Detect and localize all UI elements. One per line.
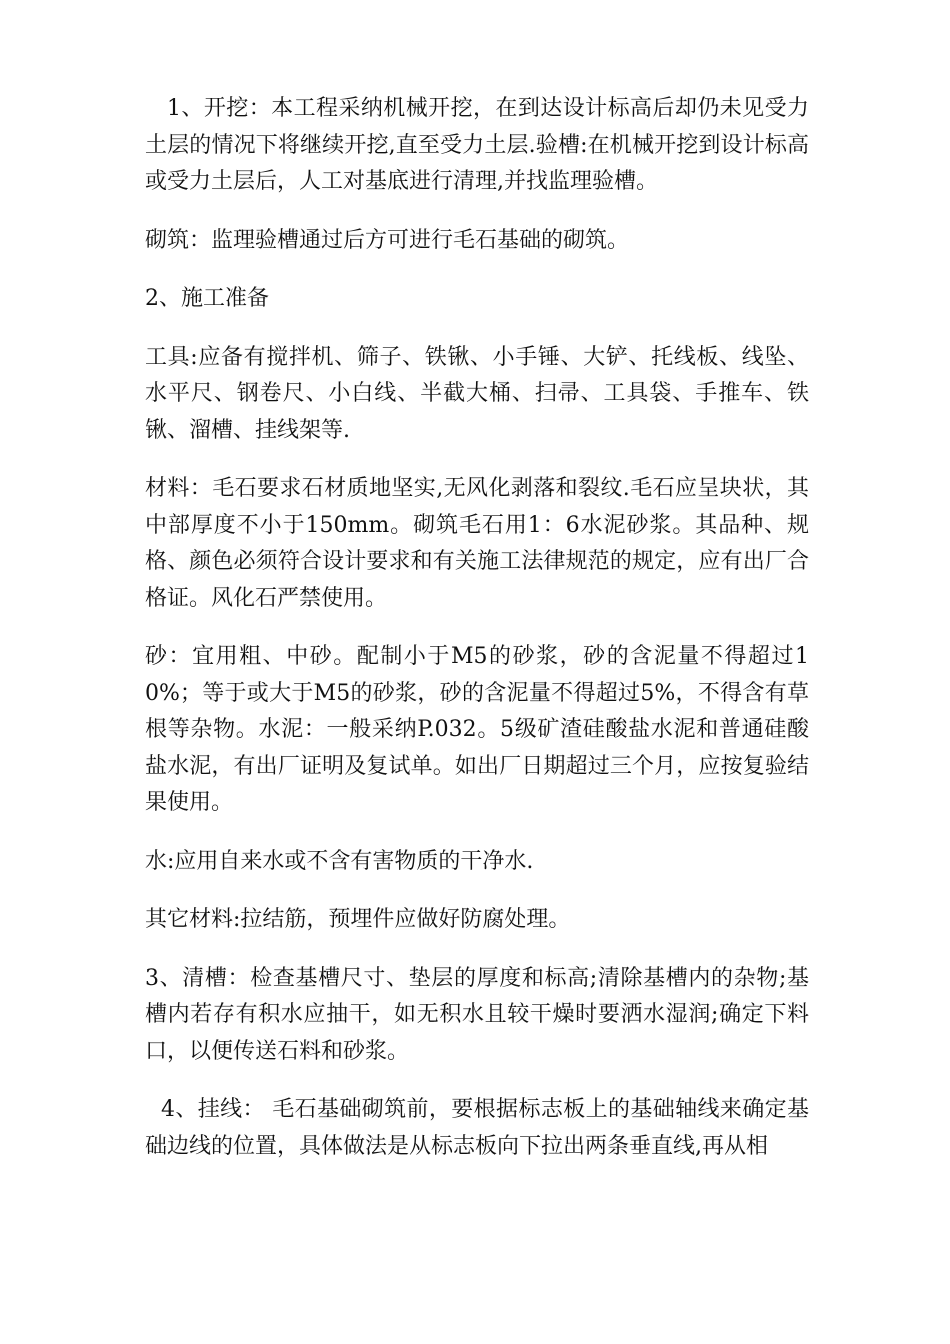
paragraph-trench-cleaning: 3、清槽：检查基槽尺寸、垫层的厚度和标高;清除基槽内的杂物;基槽内若存有积水应抽干，如无积水且较干燥时要洒水湿润;确定下料口，以便传送石料和砂浆。: [145, 965, 809, 1064]
paragraph-line-hanging: 4、挂线： 毛石基础砌筑前，要根据标志板上的基础轴线来确定基础边线的位置，具体做法是从标志板向下拉出两条垂直线,再从相: [145, 1097, 809, 1159]
paragraph-materials: 材料：毛石要求石材质地坚实,无风化剥落和裂纹.毛石应呈块状，其中部厚度不小于150mm。砌筑毛石用1：6水泥砂浆。其品种、规格、颜色必须符合设计要求和有关施工法律规范的规定，应有出厂合格证。风化石严禁使用。: [145, 476, 809, 611]
paragraph-sand-cement: 砂：宜用粗、中砂。配制小于M5的砂浆，砂的含泥量不得超过10%；等于或大于M5的砂浆，砂的含泥量不得超过5%，不得含有草根等杂物。水泥：一般采纳P.032。5级矿渣硅酸盐水泥和普通硅酸盐水泥，有出厂证明及复试单。如出厂日期超过三个月，应按复验结果使用。: [145, 644, 810, 815]
paragraph-water: 水:应用自来水或不含有害物质的干净水.: [145, 848, 534, 874]
document-body: [145, 91, 809, 1187]
section-heading-preparation: 2、施工准备: [145, 286, 269, 311]
paragraph-other-materials: 其它材料:拉结筋，预埋件应做好防腐处理。: [145, 907, 571, 932]
paragraph-masonry: 砌筑：监理验槽通过后方可进行毛石基础的砌筑。: [145, 227, 630, 253]
paragraph-tools: 工具:应备有搅拌机、筛子、铁锹、小手锤、大铲、托线板、线坠、水平尺、钢卷尺、小白线、半截大桶、扫帚、工具袋、手推车、铁锹、溜槽、挂线架等.: [145, 344, 809, 443]
paragraph-excavation: 1、开挖：本工程采纳机械开挖，在到达设计标高后却仍未见受力土层的情况下将继续开挖,直至受力土层.验槽:在机械开挖到设计标高或受力土层后，人工对基底进行清理,并找监理验槽。: [145, 96, 809, 194]
